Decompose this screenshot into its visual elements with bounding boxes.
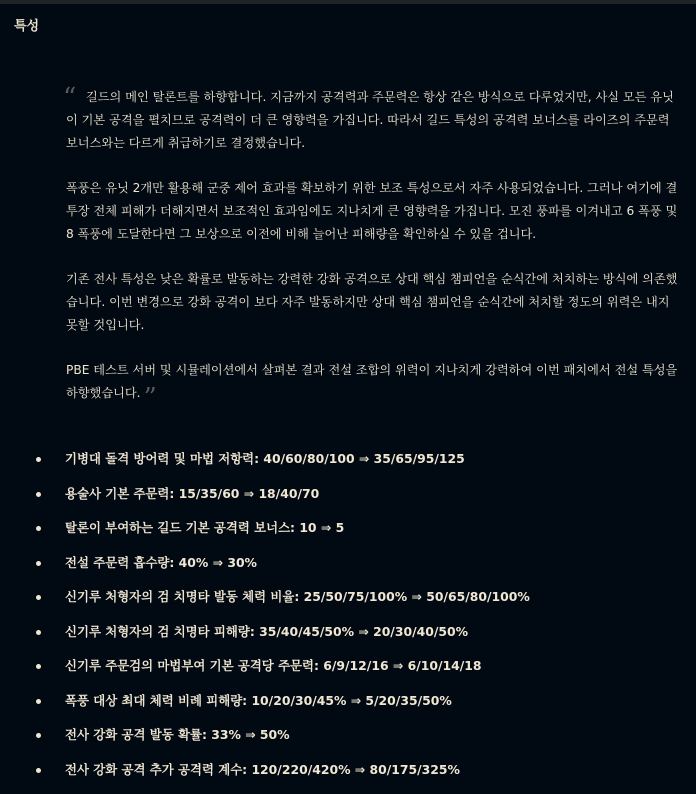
list-item [32,760,530,794]
list-item [32,587,530,622]
quote-paragraph [66,268,684,337]
quote-paragraph-text: 기존 전사 특성은 낮은 확률로 발동하는 강력한 강화 공격으로 상대 핵심 챔피언을 순식간에 처치하는 방식에 의존했습니다. 이번 변경으로 강화 공격이 보다 자주 발동하지만 상대 핵심 챔피언을 순식간에 처치할 정도의 위력은 내지 못할 것입니다. [66,272,677,332]
change-text: 폭풍 대상 최대 체력 비례 피해량: 10/20/30/45% ⇒ 5/20/35/50% [65,693,452,708]
bullet-icon [36,630,41,635]
list-item [32,691,530,726]
list-item [32,725,530,760]
change-text: 신기루 처형자의 검 치명타 발동 체력 비율: 25/50/75/100% ⇒ 50/65/80/100% [65,589,530,604]
quote-paragraph-text: 길드의 메인 탈론트를 하향합니다. 지금까지 공격력과 주문력은 항상 같은 방식으로 다루었지만, 사실 모든 유닛이 기본 공격을 펼치므로 공격력이 더 큰 영향력을 가집니다. 따라서 길드 특성의 공격력 보너스를 라이즈의 주문력 보너스와는 다르게 취급하기로 결정했습니다. [66,90,674,150]
quote-paragraph [66,359,684,405]
list-item [32,518,530,553]
top-divider [0,0,696,4]
bullet-icon [36,699,41,704]
list-item [32,449,530,484]
change-text: 전사 강화 공격 추가 공격력 계수: 120/220/420% ⇒ 80/175/325% [65,762,460,777]
bullet-icon [36,457,41,462]
list-item [32,622,530,657]
change-text: 신기루 처형자의 검 치명타 피해량: 35/40/45/50% ⇒ 20/30/40/50% [65,624,468,639]
quote-paragraph [66,86,684,155]
quote-paragraph-text: 폭풍은 유닛 2개만 활용해 군중 제어 효과를 확보하기 위한 보조 특성으로서 자주 사용되었습니다. 그러나 여기에 결투장 전체 피해가 더해지면서 보조적인 효과임에도 지나치게 큰 영향력을 가집니다. 모진 풍파를 이겨내고 6 폭풍 및 8 폭풍에 도달한다면 그 보상으로 이전에 비해 늘어난 피해량을 확인하실 수 있을 겁니다. [66,181,677,241]
close-quote-icon: ” [144,383,157,413]
section-title: 특성 [14,15,39,34]
designer-quote: “ 길드의 메인 탈론트를 하향합니다. 지금까지 공격력과 주문력은 항상 같은 방식으로 다루었지만, 사실 모든 유닛이 기본 공격을 펼치므로 공격력이 더 큰 영향력을 가집니다. 따라서 길드 특성의 공격력 보너스를 라이즈의 주문력 보너스와는 다르게 취급하기로 결정했습니다. 폭풍은 유닛 2개만 활용해 군중 제어 효과를 확보하기 위한 보조 특성으로서 자주 사용되었습니다. 그러나 여기에 결투장 전체 피해가 더해지면서 보조적인 효과임에도 지나치게 큰 영향력을 가집니다. 모진 풍파를 이겨내고 6 폭풍 및 8 폭풍에 도달한다면 그 보상으로 이전에 비해 늘어난 피해량을 확인하실 수 있을 겁니다. 기존 전사 특성은 낮은 확률로 발동하는 강력한 강화 공격으로 상대 핵심 챔피언을 순식간에 처치하는 방식에 의존했습니다. 이번 변경으로 강화 공격이 보다 자주 발동하지만 상대 핵심 챔피언을 순식간에 처치할 정도의 위력은 내지 못할 것입니다. PBE 테스트 서버 및 시뮬레이션에서 살펴본 결과 전설 조합의 위력이 지나치게 강력하여 이번 패치에서 전설 특성을 하향했습니다. ” [66,86,684,427]
change-text: 신기루 주문검의 마법부여 기본 공격당 주문력: 6/9/12/16 ⇒ 6/10/14/18 [65,658,482,673]
quote-paragraph-text: PBE 테스트 서버 및 시뮬레이션에서 살펴본 결과 전설 조합의 위력이 지나치게 강력하여 이번 패치에서 전설 특성을 하향했습니다. [66,363,677,400]
bullet-icon [36,595,41,600]
list-item [32,656,530,691]
bullet-icon [36,492,41,497]
bullet-icon [36,733,41,738]
list-item [32,553,530,588]
change-text: 기병대 돌격 방어력 및 마법 저항력: 40/60/80/100 ⇒ 35/65/95/125 [65,451,465,466]
change-list [32,449,530,794]
quote-paragraph [66,177,684,246]
change-text: 탈론이 부여하는 길드 기본 공격력 보너스: 10 ⇒ 5 [65,520,344,535]
change-text: 전사 강화 공격 발동 확률: 33% ⇒ 50% [65,727,290,742]
bullet-icon [36,768,41,773]
bullet-icon [36,526,41,531]
change-text: 용술사 기본 주문력: 15/35/60 ⇒ 18/40/70 [65,486,319,501]
change-text: 전설 주문력 흡수량: 40% ⇒ 30% [65,555,257,570]
bullet-icon [36,664,41,669]
bullet-icon [36,561,41,566]
list-item [32,484,530,519]
